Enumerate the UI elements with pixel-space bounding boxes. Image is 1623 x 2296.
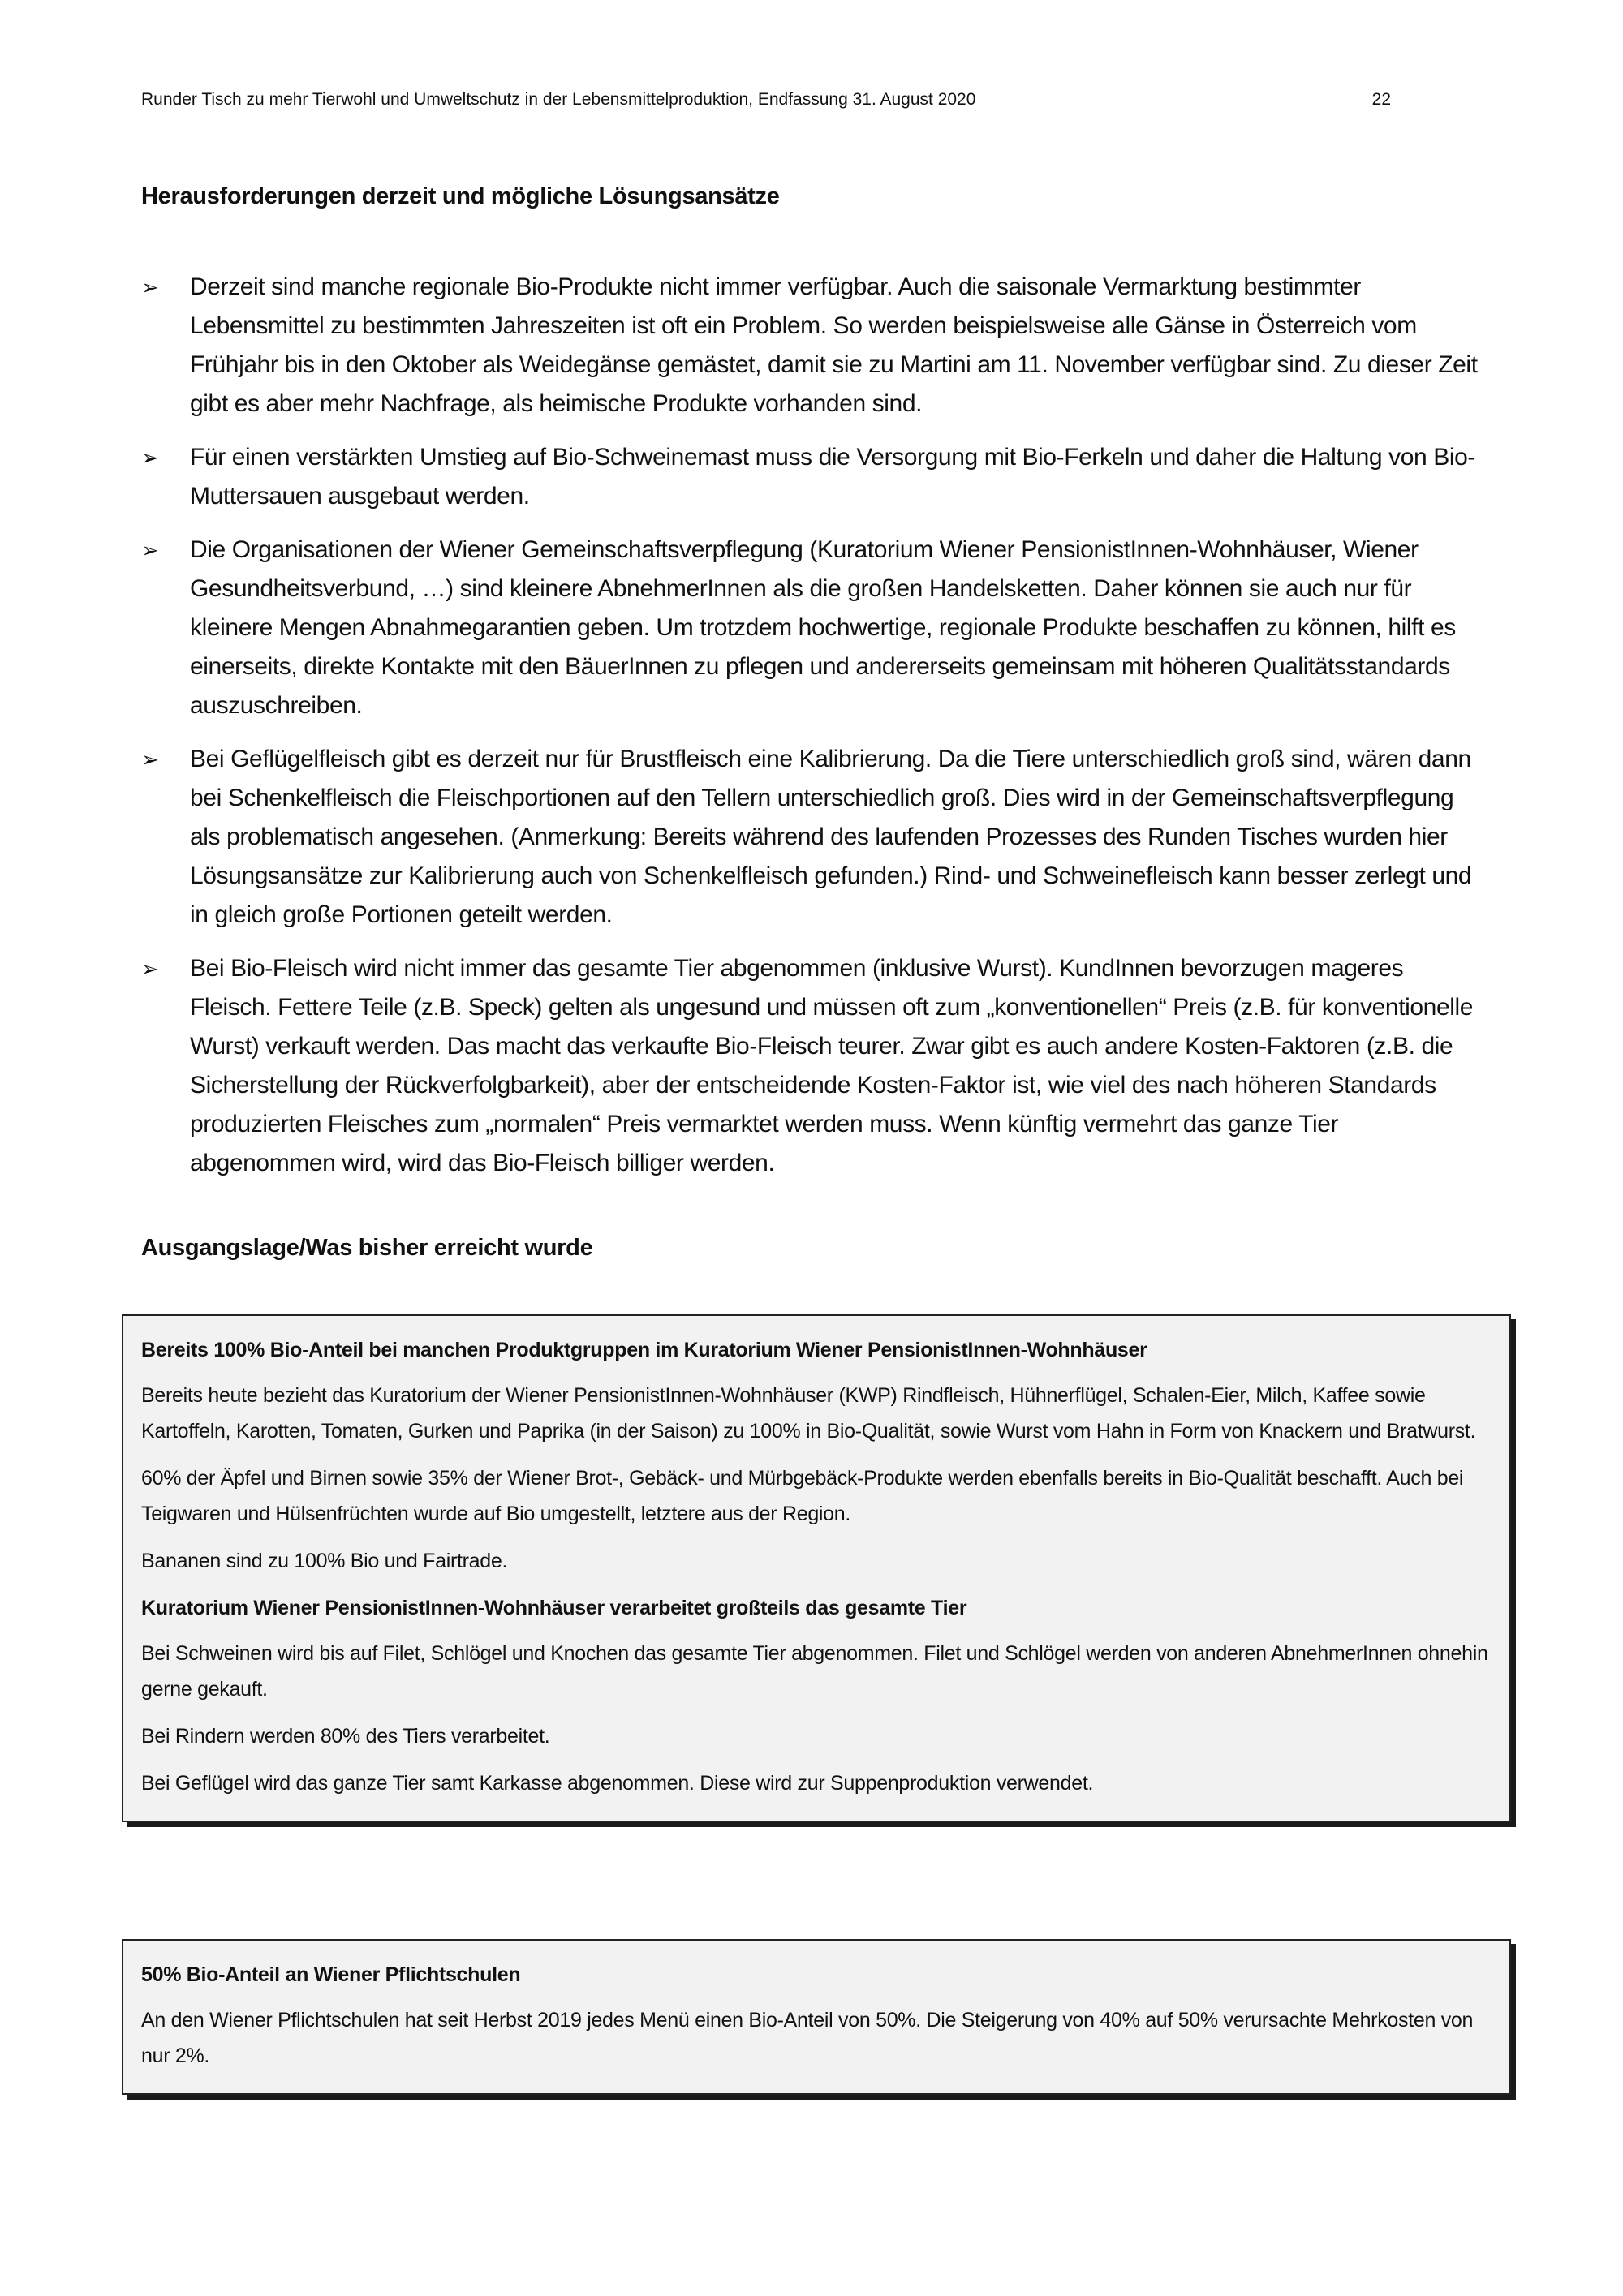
arrowhead-bullet-icon: ➢ — [141, 445, 159, 470]
list-item — [141, 268, 1488, 424]
box-paragraph: Bereits heute bezieht das Kuratorium der Wiener PensionistInnen-Wohnhäuser (KWP) Rindfleisch, Hühnerflügel, Schalen-Eier, Milch, Kaffee sowie Kartoffeln, Karotten, Tomaten, Gurken und Paprika (in der Saison) zu 100% in Bio-Qualität, sowie Wurst vom Hahn in Form von Knackern und Bratwurst. — [141, 1384, 1476, 1443]
list-item-text: Für einen verstärkten Umstieg auf Bio-Schweinemast muss die Versorgung mit Bio-Ferkeln und daher die Haltung von Bio-Muttersauen ausgebaut werden. — [190, 444, 1475, 510]
info-box-kwp — [122, 1314, 1511, 1822]
arrowhead-bullet-icon: ➢ — [141, 275, 159, 299]
arrowhead-bullet-icon: ➢ — [141, 957, 159, 981]
list-item — [141, 740, 1488, 935]
list-item-text: Derzeit sind manche regionale Bio-Produkte nicht immer verfügbar. Auch die saisonale Vermarktung bestimmter Lebensmittel zu bestimmten Jahreszeiten ist oft ein Problem. So werden beispielsweise alle Gänse in Österreich vom Frühjahr bis in den Oktober als Weidegänse gemästet, damit sie zu Martini am 11. November verfügbar sind. Zu dieser Zeit gibt es aber mehr Nachfrage, als heimische Produkte vorhanden sind. — [190, 273, 1478, 417]
box-paragraph: Bei Geflügel wird das ganze Tier samt Karkasse abgenommen. Diese wird zur Suppenproduktion verwendet. — [141, 1772, 1094, 1795]
box-title: Bereits 100% Bio-Anteil bei manchen Produktgruppen im Kuratorium Wiener PensionistInnen-Wohnhäuser — [141, 1339, 1147, 1361]
section-heading-challenges: Herausforderungen derzeit und mögliche Lösungsansätze — [141, 183, 780, 209]
box-paragraph: 60% der Äpfel und Birnen sowie 35% der Wiener Brot-, Gebäck- und Mürbgebäck-Produkte werden ebenfalls bereits in Bio-Qualität beschafft. Auch bei Teigwaren und Hülsenfrüchten wurde auf Bio umgestellt, letztere aus der Region. — [141, 1467, 1464, 1525]
challenges-bullet-list — [141, 268, 1488, 1197]
list-item — [141, 438, 1488, 516]
section-heading-status: Ausgangslage/Was bisher erreicht wurde — [141, 1235, 593, 1261]
box-title: 50% Bio-Anteil an Wiener Pflichtschulen — [141, 1963, 521, 1986]
list-item-text: Bei Geflügelfleisch gibt es derzeit nur für Brustfleisch eine Kalibrierung. Da die Tiere unterschiedlich groß sind, wären dann bei Schenkelfleisch die Fleischportionen auf den Tellern unterschiedlich groß. Dies wird in der Gemeinschaftsverpflegung als problematisch angesehen. (Anmerkung: Bereits während des laufenden Prozesses des Runden Tisches wurden hier Lösungsansätze zur Kalibrierung auch von Schenkelfleisch gefunden.) Rind- und Schweinefleisch kann besser zerlegt und in gleich große Portionen geteilt werden. — [190, 746, 1472, 928]
box-paragraph: Bei Schweinen wird bis auf Filet, Schlögel und Knochen das gesamte Tier abgenommen. Filet und Schlögel werden von anderen AbnehmerInnen ohnehin gerne gekauft. — [141, 1642, 1488, 1701]
list-item — [141, 531, 1488, 725]
list-item — [141, 949, 1488, 1183]
running-header — [141, 91, 1391, 108]
info-box-schools — [122, 1939, 1511, 2095]
box-paragraph: Bei Rindern werden 80% des Tiers verarbeitet. — [141, 1725, 550, 1748]
box-title: Kuratorium Wiener PensionistInnen-Wohnhäuser verarbeitet großteils das gesamte Tier — [141, 1597, 967, 1619]
page-number: 22 — [1371, 90, 1391, 109]
box-paragraph: Bananen sind zu 100% Bio und Fairtrade. — [141, 1550, 508, 1572]
list-item-text: Bei Bio-Fleisch wird nicht immer das gesamte Tier abgenommen (inklusive Wurst). KundInnen bevorzugen mageres Fleisch. Fettere Teile (z.B. Speck) gelten als ungesund und müssen oft zum „konventionellen“ Preis (z.B. für konventionelle Wurst) verkauft werden. Das macht das verkaufte Bio-Fleisch teurer. Zwar gibt es auch andere Kosten-Faktoren (z.B. die Sicherstellung der Rückverfolgbarkeit), aber der entscheidende Kosten-Faktor ist, wie viel des nach höheren Standards produzierten Fleisches zum „normalen“ Preis vermarktet werden muss. Wenn künftig vermehrt das ganze Tier abgenommen wird, wird das Bio-Fleisch billiger werden. — [190, 955, 1474, 1176]
list-item-text: Die Organisationen der Wiener Gemeinschaftsverpflegung (Kuratorium Wiener PensionistInnen-Wohnhäuser, Wiener Gesundheitsverbund, …) sind kleinere AbnehmerInnen als die großen Handelsketten. Daher können sie auch nur für kleinere Mengen Abnahmegarantien geben. Um trotzdem hochwertige, regionale Produkte beschaffen zu können, hilft es einerseits, direkte Kontakte mit den BäuerInnen zu pflegen und andererseits gemeinsam mit höheren Qualitätsstandards auszuschreiben. — [190, 536, 1456, 719]
arrowhead-bullet-icon: ➢ — [141, 538, 159, 562]
arrowhead-bullet-icon: ➢ — [141, 747, 159, 772]
box-paragraph: An den Wiener Pflichtschulen hat seit Herbst 2019 jedes Menü einen Bio-Anteil von 50%. Die Steigerung von 40% auf 50% verursachte Mehrkosten von nur 2%. — [141, 2009, 1474, 2067]
header-title: Runder Tisch zu mehr Tierwohl und Umweltschutz in der Lebensmittelproduktion, Endfassung 31. August 2020 — [141, 90, 976, 109]
